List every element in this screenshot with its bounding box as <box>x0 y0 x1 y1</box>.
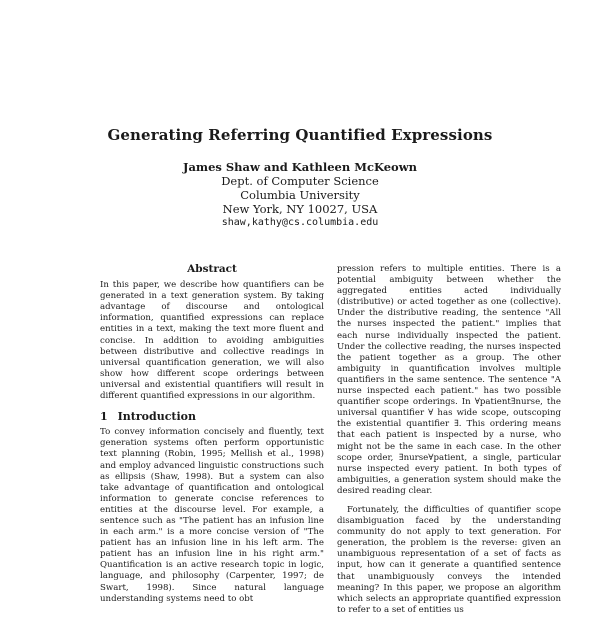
right-paragraph-2: Fortunately, the difficulties of quantifier scope disambiguation faced by the understanding community do not apply to text generation. For generation, the problem is the reverse: given an unambiguous representation of a set of facts as input, how can it generate a quantified sentence that unambiguously conveys the intended meaning? In this paper, we propose an algorithm which selects an appropriate quantified expression to refer to a set of entities us <box>337 504 561 615</box>
section-number: 1 <box>100 410 108 424</box>
abstract-text: In this paper, we describe how quantifiers can be generated in a text generation system. By taking advantage of discourse and ontological information, quantified expressions can replace entities in a text, making the text more fluent and concise. In addition to avoiding ambiguities between distributive and collective readings in universal quantification generation, we will also show how different scope orderings between universal and existential quantifiers will result in different quantified expressions in our algorithm. <box>100 280 324 402</box>
affiliation-dept: Dept. of Computer Science <box>221 174 379 188</box>
introduction-text: To convey information concisely and fluently, text generation systems often perform opportunistic text planning (Robin, 1995; Mellish et al., 1998) and employ advanced linguistic constructions such as ellipsis (Shaw, 1998). But a system can also take advantage of quantification and ontological information to generate concise references to entities at the discourse level. For example, a sentence such as "The patient has an infusion line in each arm." is a more concise version of "The patient has an infusion line in his left arm. The patient has an infusion line in his right arm." Quantification is an active research topic in logic, language, and philosophy (Carpenter, 1997; de Swart, 1998). Since natural language understanding systems need to obt <box>100 427 324 604</box>
affiliation-university: Columbia University <box>240 188 360 202</box>
affiliation-city: New York, NY 10027, USA <box>222 202 378 216</box>
right-paragraph-1: pression refers to multiple entities. There is a potential ambiguity between whether the aggregated entities acted individually (distributive) or acted together as one (collective). Under the distributive reading, the sentence "All the nurses inspected the patient." implies that each nurse individually inspected the patient. Under the collective reading, the nurses inspected the patient together as a group. The other ambiguity in quantification involves multiple quantifiers in the same sentence. The sentence "A nurse inspected each patient." has two possible quantifier scope orderings. In ∀patient∃nurse, the universal quantifier ∀ has wide scope, outscoping the existential quantifier ∃. This ordering means that each patient is inspected by a nurse, who might not be the same in each case. In the other scope order, ∃nurse∀patient, a single, particular nurse inspected every patient. In both types of ambiguities, a generation system should make the desired reading clear. <box>337 264 561 496</box>
author-block <box>0 160 600 230</box>
paper-title: Generating Referring Quantified Expressions <box>107 126 493 144</box>
abstract-heading: Abstract <box>187 263 237 275</box>
section-heading <box>100 411 324 422</box>
left-column <box>100 264 324 613</box>
author-names: James Shaw and Kathleen McKeown <box>183 160 417 174</box>
section-title: Introduction <box>117 410 196 424</box>
author-email: shaw,kathy@cs.columbia.edu <box>221 217 379 228</box>
right-column <box>337 264 561 624</box>
